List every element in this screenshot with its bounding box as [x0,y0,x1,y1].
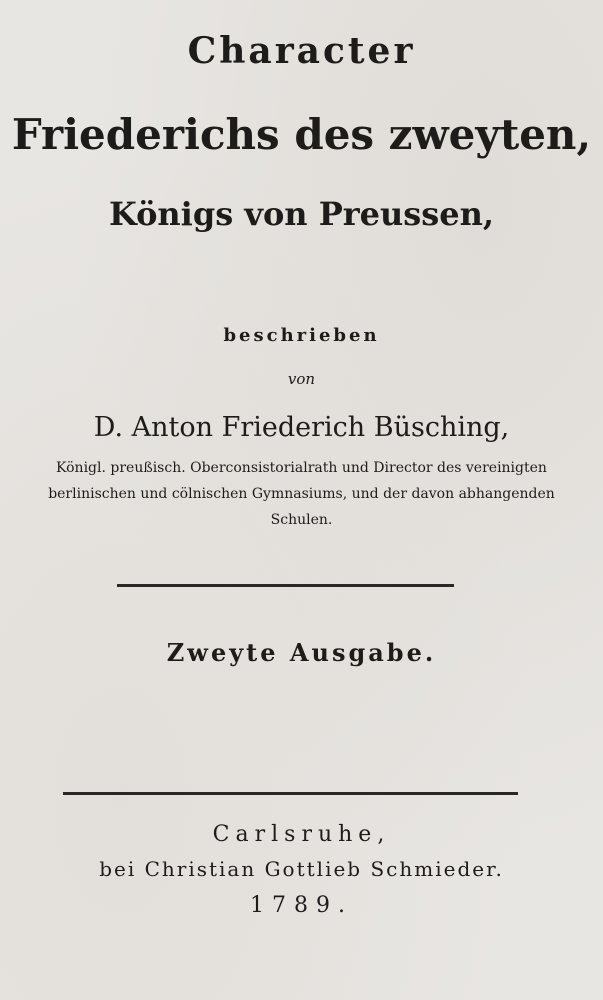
imprint-place: Carlsruhe, [212,822,391,847]
by-label: von [287,370,316,388]
author-office: Königl. preußisch. Oberconsistorialrath und Director des vereinigten berlinischen und cölnischen Gymnasiums, und der davon abhangenden Schulen. [48,460,555,528]
described-label: beschrieben [223,325,380,346]
title-line-2: Friederichs des zweyten, [11,110,592,159]
author-name: D. Anton Friederich Büsching, [93,412,510,443]
edition-label: Zweyte Ausgabe. [166,638,437,667]
imprint-year: 1789. [250,893,353,918]
divider-rule-bottom [63,792,518,795]
title-line-1: Character [187,30,416,72]
imprint-publisher: bei Christian Gottlieb Schmieder. [99,857,504,881]
divider-rule-top [117,584,454,587]
title-line-3: Königs von Preussen, [108,195,495,233]
